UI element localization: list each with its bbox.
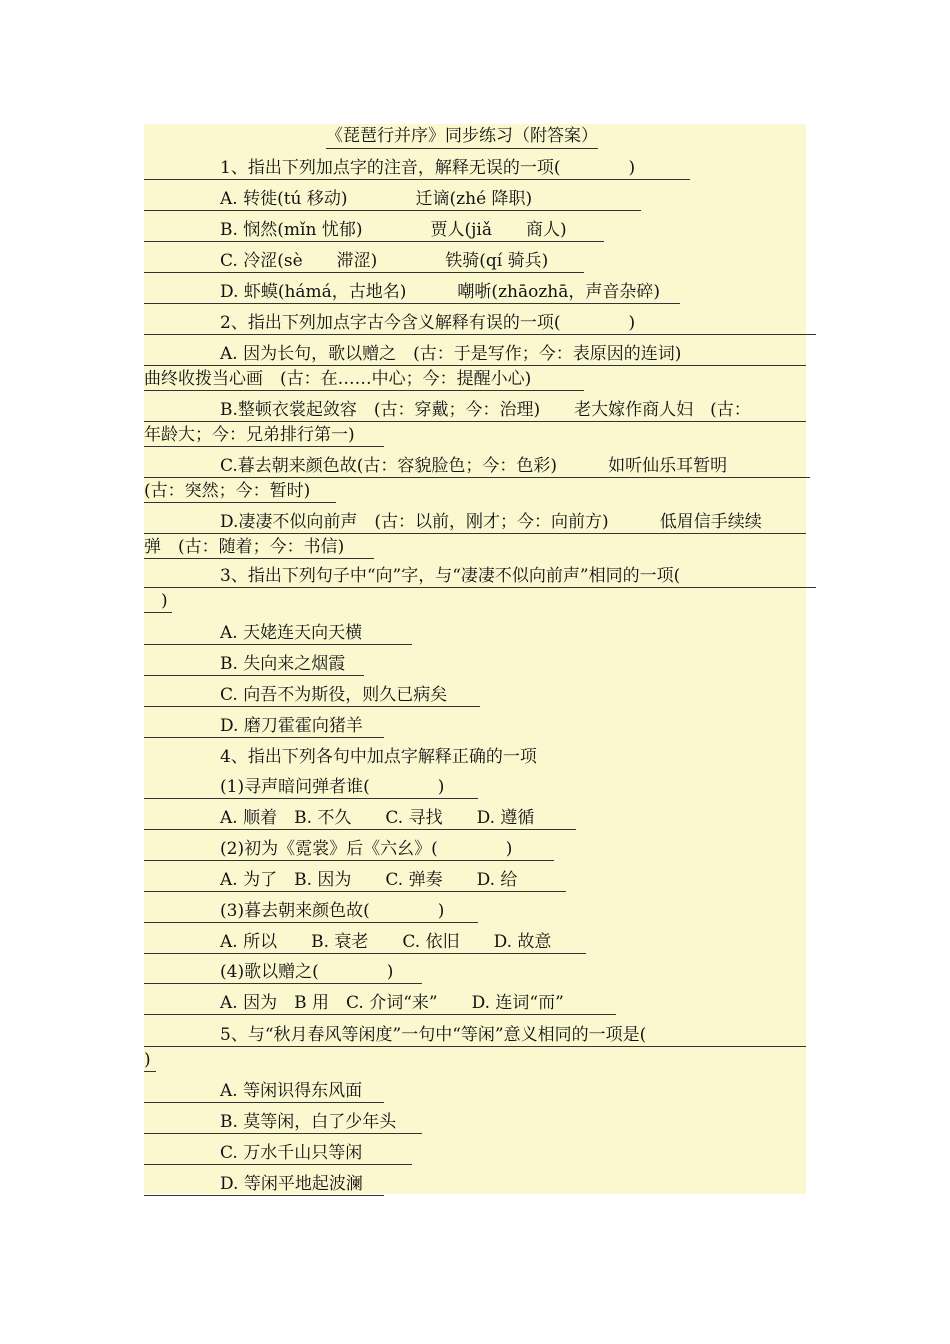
q3-option-a: A. 天姥连天向天横 <box>144 623 412 645</box>
q1-option-a: A. 转徙(tú 移动) 迁谪(zhé 降职) <box>144 189 641 211</box>
q2-option-b-cont: 年龄大；今：兄弟排行第一) <box>144 425 384 447</box>
q4-sub-3: (3)暮去朝来颜色故( ) <box>144 901 478 923</box>
q2-option-c: C.暮去朝来颜色故(古：容貌脸色；今：色彩) 如听仙乐耳暂明 <box>144 456 810 478</box>
q2-option-b: B.整顿衣裳起敛容 (古：穿戴；今：治理) 老大嫁作商人妇 (古： <box>144 400 806 422</box>
question-3-cont: ) <box>144 591 172 613</box>
q1-option-c: C. 冷涩(sè 滞涩) 铁骑(qí 骑兵) <box>144 251 584 273</box>
q5-option-b: B. 莫等闲，白了少年头 <box>144 1112 422 1134</box>
q2-option-c-cont: (古：突然；今：暂时) <box>144 481 336 503</box>
q5-option-c: C. 万水千山只等闲 <box>144 1143 412 1165</box>
question-1: 1、指出下列加点字的注音，解释无误的一项( ) <box>144 158 690 180</box>
q1-option-d: D. 虾蟆(hámá，古地名) 嘲哳(zhāozhā，声音杂碎) <box>144 282 680 304</box>
q4-sub-1-options: A. 顺着 B. 不久 C. 寻找 D. 遵循 <box>144 808 576 830</box>
q2-option-d-cont: 弹 (古：随着；今：书信) <box>144 537 374 559</box>
page-title: 《琵琶行并序》同步练习（附答案） <box>326 126 598 149</box>
q4-sub-4: (4)歌以赠之( ) <box>144 962 422 984</box>
q5-option-a: A. 等闲识得东风面 <box>144 1081 384 1103</box>
q2-option-d: D.凄凄不似向前声 (古：以前，刚才；今：向前方) 低眉信手续续 <box>144 512 806 534</box>
q4-sub-2: (2)初为《霓裳》后《六幺》( ) <box>144 839 554 861</box>
question-3: 3、指出下列句子中“向”字，与“凄凄不似向前声”相同的一项( <box>144 566 816 588</box>
q3-option-b: B. 失向来之烟霞 <box>144 654 364 676</box>
q3-option-c: C. 向吾不为斯役，则久已病矣 <box>144 685 480 707</box>
q5-option-d: D. 等闲平地起波澜 <box>144 1174 384 1196</box>
q4-sub-1: (1)寻声暗问弹者谁( ) <box>144 777 478 799</box>
q2-option-a: A. 因为长句，歌以赠之 (古：于是写作；今：表原因的连词) <box>144 344 806 366</box>
q3-option-d: D. 磨刀霍霍向猪羊 <box>144 716 384 738</box>
q4-sub-3-options: A. 所以 B. 衰老 C. 依旧 D. 故意 <box>144 932 586 954</box>
q1-option-b: B. 悯然(mǐn 忧郁) 贾人(jiǎ 商人) <box>144 220 604 242</box>
q4-sub-2-options: A. 为了 B. 因为 C. 弹奏 D. 给 <box>144 870 566 892</box>
question-5: 5、与“秋月春风等闲度”一句中“等闲”意义相同的一项是( <box>144 1025 806 1047</box>
q2-option-a-cont: 曲终收拨当心画 (古：在……中心；今：提醒小心) <box>144 369 584 391</box>
q4-sub-4-options: A. 因为 B 用 C. 介词“来” D. 连词“而” <box>144 993 616 1015</box>
question-5-cont: ) <box>144 1050 156 1072</box>
question-4: 4、指出下列各句中加点字解释正确的一项 <box>220 747 537 767</box>
question-2: 2、指出下列加点字古今含义解释有误的一项( ) <box>144 313 816 335</box>
